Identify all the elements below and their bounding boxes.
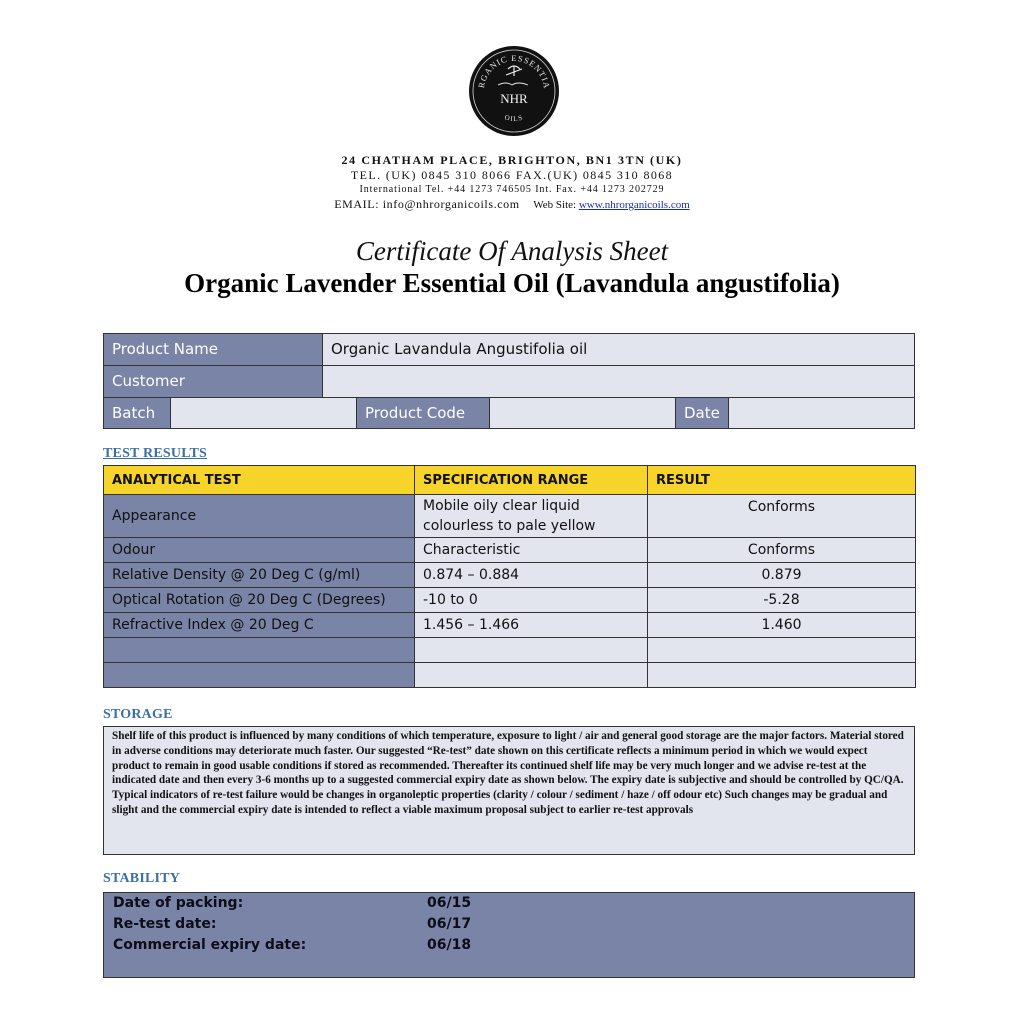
- column-header: RESULT: [648, 466, 916, 495]
- batch-label: Batch: [104, 398, 171, 428]
- table-row: [104, 588, 916, 613]
- date-value: [729, 398, 914, 428]
- svg-text:ORGANIC ESSENTIAL: RGANIC ESSENTIA: [476, 52, 553, 90]
- result-value: 1.460: [648, 613, 916, 638]
- table-row: [104, 663, 916, 688]
- product-name-value: Organic Lavandula Angustifolia oil: [323, 334, 914, 366]
- result-value: [648, 638, 916, 663]
- expiry-date-value: 06/18: [427, 937, 472, 953]
- product-code-label: Product Code: [357, 398, 490, 428]
- date-label: Date: [676, 398, 729, 428]
- website-link[interactable]: www.nhrorganicoils.com: [578, 199, 690, 211]
- spec-range: [415, 638, 648, 663]
- international-line: International Tel. +44 1273 746505 Int. Fax. +44 1273 202729: [359, 184, 665, 195]
- stability-row: [104, 895, 914, 916]
- email-text: EMAIL: info@nhrorganicoils.com: [334, 197, 520, 211]
- customer-value: [323, 366, 914, 398]
- table-header-row: [104, 466, 916, 495]
- table-row: [104, 538, 916, 563]
- spec-range: Mobile oily clear liquid colourless to pale yellow: [415, 495, 648, 538]
- product-name-label: Product Name: [104, 334, 323, 366]
- storage-title: STORAGE: [103, 707, 173, 722]
- test-results-title: TEST RESULTS: [103, 446, 207, 461]
- result-value: 0.879: [648, 563, 916, 588]
- spec-range: 0.874 – 0.884: [415, 563, 648, 588]
- retest-date-value: 06/17: [427, 916, 472, 932]
- test-name: [104, 663, 415, 688]
- svg-text:OILS: OILS: [503, 113, 525, 124]
- spec-range: -10 to 0: [415, 588, 648, 613]
- stability-row: [104, 937, 914, 958]
- retest-date-label: Re-test date:: [113, 916, 217, 932]
- address-line: 24 CHATHAM PLACE, BRIGHTON, BN1 3TN (UK): [341, 153, 683, 167]
- batch-value: [171, 398, 357, 428]
- web-label: Web Site:: [533, 199, 577, 211]
- test-name: Refractive Index @ 20 Deg C: [104, 613, 415, 638]
- column-header: SPECIFICATION RANGE: [415, 466, 648, 495]
- result-value: Conforms: [648, 538, 916, 563]
- column-header: ANALYTICAL TEST: [104, 466, 415, 495]
- product-code-value: [490, 398, 676, 428]
- customer-label: Customer: [104, 366, 323, 398]
- test-name: [104, 638, 415, 663]
- table-row: [104, 495, 916, 538]
- result-value: [648, 663, 916, 688]
- date-of-packing-value: 06/15: [427, 895, 472, 911]
- test-name: Relative Density @ 20 Deg C (g/ml): [104, 563, 415, 588]
- table-row: [104, 638, 916, 663]
- product-info-table: [103, 333, 915, 429]
- result-value: -5.28: [648, 588, 916, 613]
- table-row: [104, 613, 916, 638]
- document-title: Certificate Of Analysis Sheet: [355, 236, 669, 266]
- date-of-packing-label: Date of packing:: [113, 895, 244, 911]
- tel-fax-line: TEL. (UK) 0845 310 8066 FAX.(UK) 0845 310 8068: [350, 168, 674, 182]
- stability-row: [104, 916, 914, 937]
- product-title: Organic Lavender Essential Oil (Lavandula angustifolia): [184, 268, 840, 298]
- company-address-block: [0, 152, 1024, 213]
- stability-box: [103, 892, 915, 978]
- storage-text: Shelf life of this product is influenced by many conditions of which temperature, exposure to light / air and general good storage are the major factors. Material stored in adverse conditions may deteriorate much faster. Our suggested “Re-test” date shown on this certificate reflects a minimum period in which we would expect product to remain in good usable conditions if stored as recommended. Thereafter its continued shelf life may be very much longer and we advise re-test at the indicated date and then every 3-6 months up to a suggested commercial expiry date as shown below. The expiry date is subjective and should be controlled by QC/QA. Typical indicators of re-test failure would be changes in organoleptic properties (clarity / colour / sediment / haze / off odour etc) Such changes may be gradual and slight and the commercial expiry date is intended to reflect a viable maximum proposal subject to earlier re-test approvals: [103, 726, 915, 855]
- spec-range: Characteristic: [415, 538, 648, 563]
- test-name: Optical Rotation @ 20 Deg C (Degrees): [104, 588, 415, 613]
- result-value: Conforms: [648, 495, 916, 538]
- test-name: Appearance: [104, 495, 415, 538]
- email-web-line: [0, 197, 1024, 213]
- svg-text:NHR: NHR: [500, 91, 528, 106]
- expiry-date-label: Commercial expiry date:: [113, 937, 307, 953]
- spec-range: 1.456 – 1.466: [415, 613, 648, 638]
- test-name: Odour: [104, 538, 415, 563]
- spec-range: [415, 663, 648, 688]
- table-row: [104, 563, 916, 588]
- nhr-organic-oils-logo: [468, 45, 560, 137]
- stability-title: STABILITY: [103, 871, 181, 886]
- test-results-table: [103, 465, 916, 688]
